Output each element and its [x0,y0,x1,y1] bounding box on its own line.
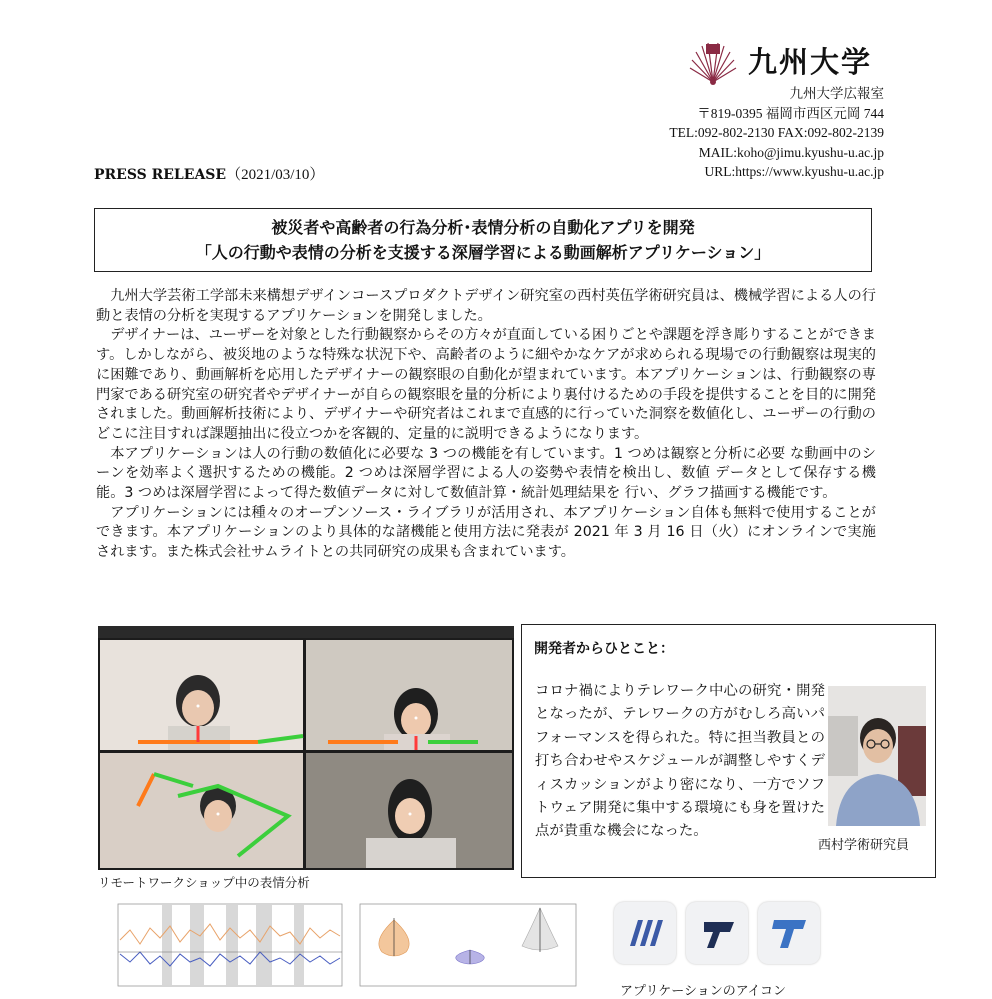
release-line [94,163,324,184]
developer-name: 西村学術研究員 [818,838,910,853]
title-line-1: 被災者や高齢者の行為分析･表情分析の自動化アプリを開発 [271,218,695,237]
timeseries-graph-image [98,900,346,992]
app-icon-2 [686,902,748,964]
developer-portrait [828,686,926,826]
body-paragraph: 九州大学芸術工学部未来構想デザインコースプロダクトデザイン研究室の西村英伍学術研究員は、機械学習による人の行動と表情の分析を実現するアプリケーションを開発しました。 [96,288,876,324]
developer-heading: 開発者からひとこと： [534,641,674,657]
developer-comment: コロナ禍によりテレワーク中心の研究・開発となったが、テレワークの方がむしろ高いパフォーマンスを得られた。特に担当教員との打ち合わせやスケジュールが調整しやすくディスカッションがより密になり、一方でソフトウェア開発に集中する環境にも身を置けた点が貴重な機会になった。 [535,683,825,840]
department: 九州大学広報室 [789,86,884,101]
photo-caption: リモートワークショップ中の表情分析 [98,875,310,890]
release-date: （2021/03/10） [226,167,325,183]
release-label: PRESS RELEASE [94,167,227,183]
body-paragraph: 本アプリケーションは人の行動の数値化に必要な 3 つの機能を有しています。1 つめは観察と分析に必要 な動画中のシーンを効率よく選択するための機能。2 つめは深層学習による人の姿勢や表情を検出し、数値 データとして保存する機能。3 つめは深層学習によって得た数値データに対して数値計算・統計処理結果を 行い、グラフ描画する機能です。 [96,445,876,502]
university-name: 九州大学 [748,45,873,79]
icons-caption: アプリケーションのアイコン [620,984,787,999]
mail: MAIL:koho@jimu.kyushu-u.ac.jp [698,144,884,160]
title-line-2: 「人の行動や表情の分析を支援する深層学習による動画解析アプリケーション」 [195,243,771,262]
violin-graph-image [352,900,580,992]
body-paragraph: アプリケーションには種々のオープンソース・ライブラリが活用され、本アプリケーション自体も無料で使用することができます。本アプリケーションのより具体的な諸機能と使用方法に発表が 2021 年 3 月 16 日（火）にオンラインで実施されます。また株式会社サムライトとの共同研究の成果も含まれています。 [96,504,876,561]
body-paragraph: デザイナーは、ユーザーを対象とした行動観察からその方々が直面している困りごとや課題を浮き彫りすることができます。しかしながら、被災地のような特殊な状況下や、高齢者のように細やかなケアが求められる現場での行動観察は現実的に困難であり、動画解析を応用したデザイナーの観察眼の自動化が望まれています。本アプリケーションは、行動観察の専門家である研究室の研究者やデザイナーが自らの観察眼を量的分析により裏付けるための手段を提供することを目的に開発されました。動画解析技術により、デザイナーや研究者はこれまで直感的に行っていた洞察を数値化し、ユーザーの行動のどこに注目すれば課題抽出に役立つかを客観的、定量的に説明できるようになります。 [96,327,876,442]
title-box [94,208,872,272]
app-icon-3 [758,902,820,964]
university-crest-icon [688,38,738,88]
body-text [96,287,876,563]
website-url[interactable]: URL:https://www.kyushu-u.ac.jp [704,164,884,180]
tel-fax: TEL:092-802-2130 FAX:092-802-2139 [669,125,884,141]
address: 〒819-0395 福岡市西区元岡 744 [697,105,884,121]
workshop-photo [98,626,514,870]
contact-block [669,84,884,182]
app-icon-1 [614,902,676,964]
